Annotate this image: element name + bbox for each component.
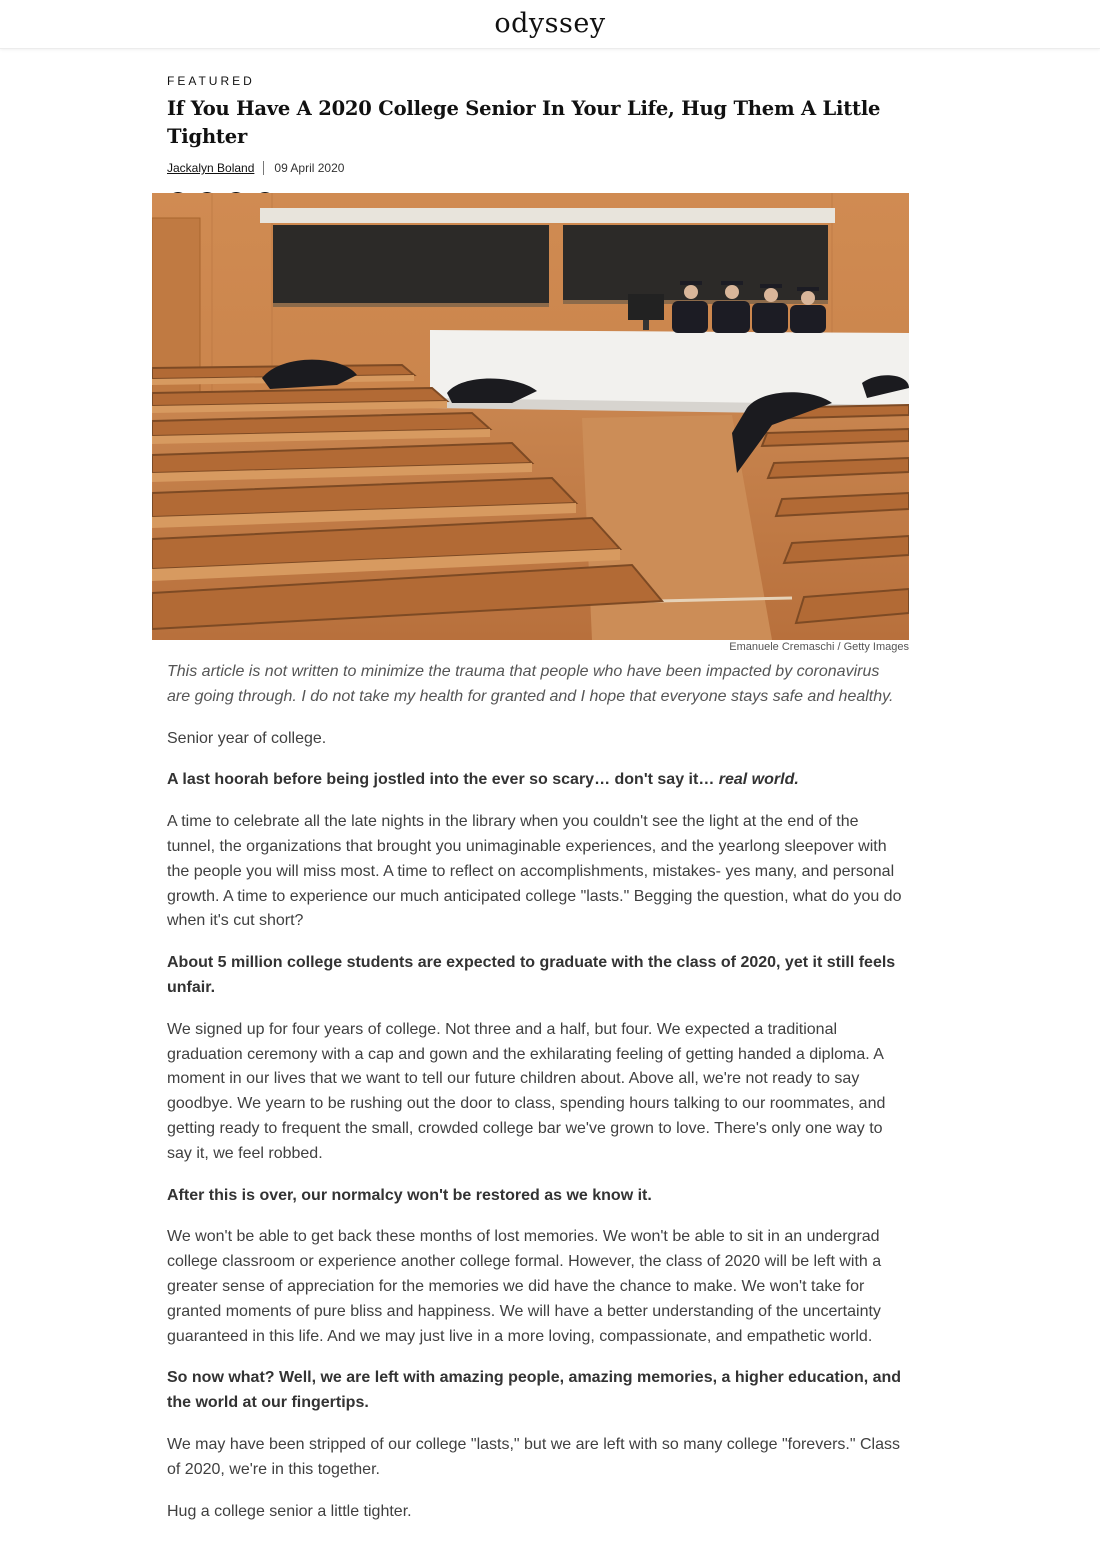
paragraph-2-emphasis: real world.: [718, 771, 799, 789]
paragraph-7: We won't be able to get back these months of lost memories. We won't be able to sit in an undergrad college classroom or experience another college formal. However, the class of 2020 will be left with a greater sense of appreciation for the memories we did have the chance to make. We won't take for granted moments of pure bliss and happiness. We will have a better understanding of the uncertainty guaranteed in this life. And we may just live in a more loving, compassionate, and empathetic world.: [167, 1228, 882, 1345]
site-logo[interactable]: odyssey: [494, 7, 606, 39]
paragraph-2: [167, 768, 902, 793]
lecture-hall-photo: [152, 193, 909, 640]
byline-divider: [263, 161, 264, 175]
paragraph-5: We signed up for four years of college. Not three and a half, but four. We expected a traditional graduation ceremony with a cap and gown and the exhilarating feeling of getting handed a diploma. A moment in our lives that we want to tell our future children about. Above all, we're not ready to say goodbye. We yearn to be rushing out the door to class, spending hours talking to our roommates, and getting ready to frequent the small, crowded college bar we've grown to love. There's only one way to say it, we feel robbed.: [167, 1020, 886, 1162]
site-header: [0, 0, 1100, 49]
paragraph-4: About 5 million college students are expected to graduate with the class of 2020, yet it still feels unfair.: [167, 954, 896, 996]
byline: [167, 159, 909, 177]
author-link[interactable]: Jackalyn Boland: [167, 161, 255, 175]
paragraph-8: So now what? Well, we are left with amazing people, amazing memories, a higher education, and the world at our fingertips.: [167, 1369, 902, 1412]
intro-paragraph: This article is not written to minimize the trauma that people who have been impacted by coronavirus are going through. I do not take my health for granted and I hope that everyone stays safe and healthy.: [167, 663, 894, 705]
paragraph-1: Senior year of college.: [167, 729, 327, 747]
hero-image: [152, 193, 909, 640]
article-title: If You Have A 2020 College Senior In Your Life, Hug Them A Little Tighter: [167, 97, 881, 148]
publish-date: 09 April 2020: [274, 161, 345, 175]
article-kicker: FEATURED: [167, 74, 255, 88]
paragraph-6: After this is over, our normalcy won't be restored as we know it.: [167, 1186, 652, 1204]
paragraph-3: A time to celebrate all the late nights in the library when you couldn't see the light at the end of the tunnel, the organizations that brought you unimaginable experiences, and the yearlong sleepover with the people you will miss most. A time to reflect on accomplishments, mistakes- yes many, and personal growth. A time to experience our much anticipated college "lasts." Begging the question, what do you do when it's cut short?: [167, 813, 902, 930]
paragraph-10: Hug a college senior a little tighter.: [167, 1502, 412, 1520]
article-body: [167, 660, 902, 1541]
image-credit: Emanuele Cremaschi / Getty Images: [729, 641, 909, 653]
paragraph-9: We may have been stripped of our college "lasts," but we are left with so many college "forevers." Class of 2020, we're in this together.: [167, 1435, 900, 1478]
paragraph-2-text: A last hoorah before being jostled into the ever so scary… don't say it…: [167, 771, 719, 789]
